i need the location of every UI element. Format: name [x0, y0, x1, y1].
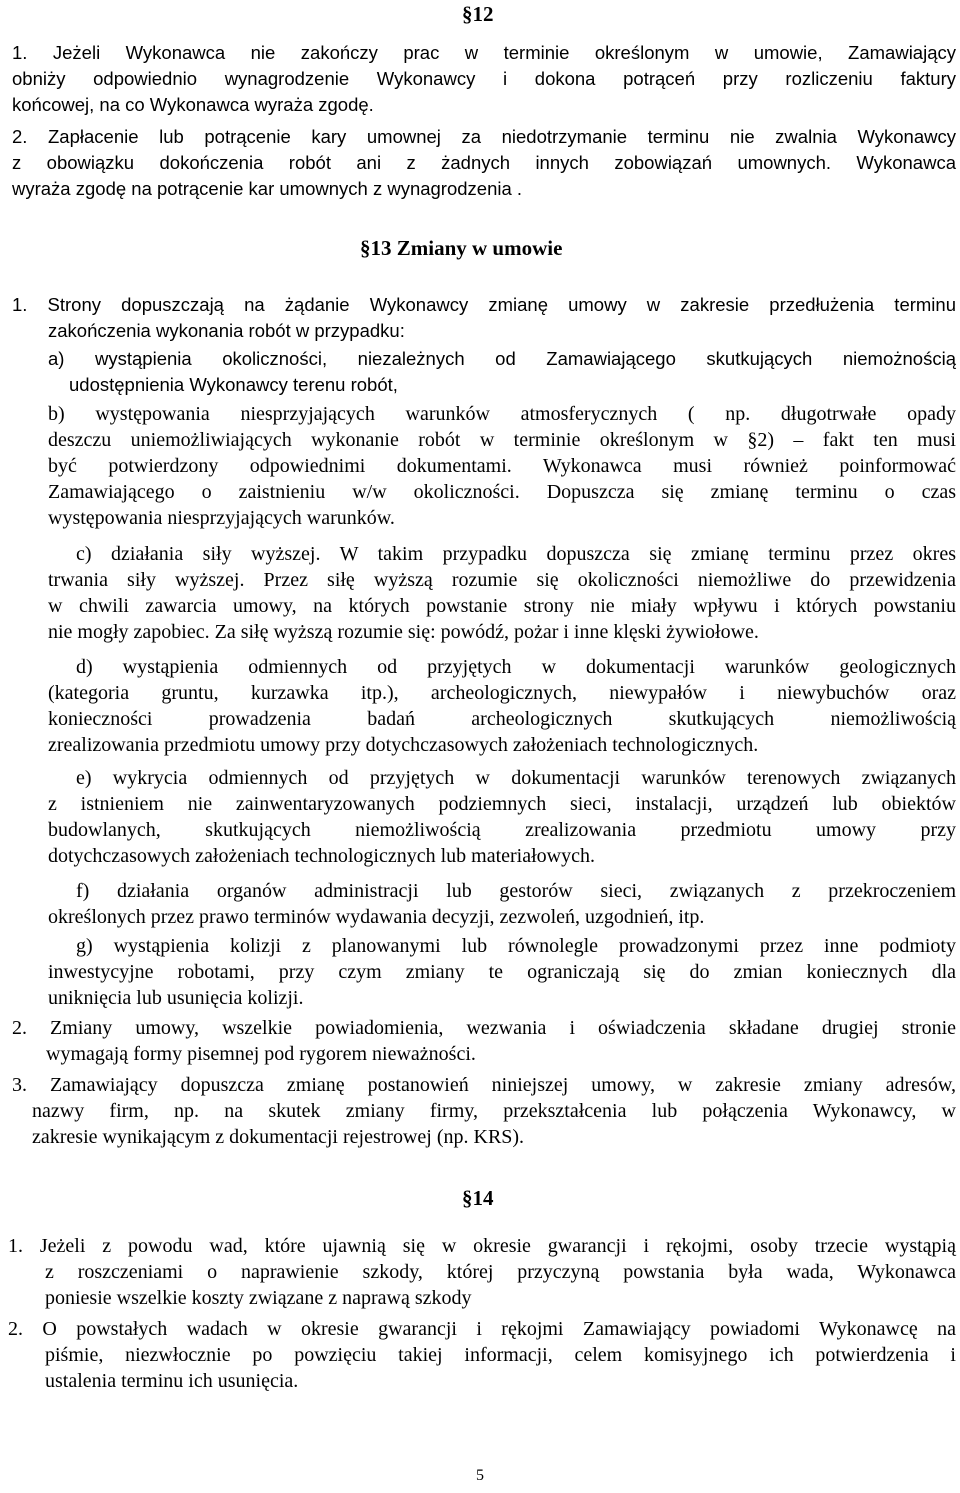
text-line: wymagają formy pisemnej pod rygorem nieważności. — [46, 1043, 476, 1065]
text-line: d) wystąpienia odmiennych od przyjętych w dokumentacji warunków geologicznych — [76, 656, 956, 678]
text-line: inwestycyjne robotami, przy czym zmiany te ograniczają się do zmian koniecznych dla — [48, 961, 956, 983]
list-item-f — [48, 878, 956, 930]
text-line: z obowiązku dokończenia robót ani z żadnych innych zobowiązań umownych. Wykonawca — [12, 152, 956, 173]
text-line: występowania niesprzyjających warunków. — [48, 507, 395, 529]
text-line: obniży odpowiednio wynagrodzenie Wykonawcy i dokona potrąceń przy rozliczeniu faktury — [12, 68, 956, 89]
section-13-paragraph-3 — [12, 1072, 956, 1150]
text-line: końcowej, na co Wykonawca wyraża zgodę. — [12, 94, 374, 115]
text-line: Zamawiającego o zaistnieniu w/w okoliczności. Dopuszcza się zmianę terminu o czas — [48, 481, 956, 503]
text-line: 1. Jeżeli z powodu wad, które ujawnią się w okresie gwarancji i rękojmi, osoby trzecie wystąpią — [8, 1235, 956, 1257]
section-13-paragraph-2 — [12, 1015, 956, 1067]
text-line: z istnieniem nie zainwentaryzowanych podziemnych sieci, instalacji, urządzeń lub obiektów — [48, 793, 956, 815]
text-line: uniknięcia lub usunięcia kolizji. — [48, 987, 304, 1009]
text-line: deszczu uniemożliwiających wykonanie robót w terminie określonym w §2) – fakt ten musi — [48, 429, 956, 451]
text-line: zakresie wynikającym z dokumentacji rejestrowej (np. KRS). — [32, 1126, 525, 1148]
section-14-heading: §14 — [462, 1186, 494, 1210]
section-13-paragraph-1 — [12, 292, 956, 344]
text-line: udostępnienia Wykonawcy terenu robót, — [69, 374, 398, 395]
section-13-heading: §13 Zmiany w umowie — [360, 236, 563, 260]
text-line: (kategoria gruntu, kurzawka itp.), archeologicznych, niewypałów i niewybuchów oraz — [48, 682, 956, 704]
text-line: dotychczasowych założeniach technologicznych lub materiałowych. — [48, 845, 595, 867]
section-14-paragraph-1 — [8, 1233, 956, 1311]
text-line: e) wykrycia odmiennych od przyjętych w dokumentacji warunków terenowych związanych — [76, 767, 956, 789]
text-line: być potwierdzony odpowiednimi dokumentami. Wykonawca musi również poinformować — [48, 455, 956, 477]
page-number: 5 — [476, 1467, 484, 1484]
text-line: 2. Zapłacenie lub potrącenie kary umownej za niedotrzymanie terminu nie zwalnia Wykonawcy — [12, 126, 956, 147]
text-line: f) działania organów administracji lub gestorów sieci, związanych z przekroczeniem — [76, 880, 956, 902]
text-line: poniesie wszelkie koszty związane z naprawą szkody — [45, 1287, 472, 1309]
list-item-c — [48, 541, 956, 645]
text-line: nazwy firm, np. na skutek zmiany firmy, przekształcenia lub połączenia Wykonawcy, w — [32, 1100, 956, 1122]
section-12-heading: §12 — [462, 2, 494, 26]
text-line: c) działania siły wyższej. W takim przypadku dopuszcza się zmianę terminu przez okres — [76, 543, 956, 565]
text-line: 3. Zamawiający dopuszcza zmianę postanowień niniejszej umowy, w zakresie zmiany adresów, — [12, 1074, 956, 1096]
text-line: 2. O powstałych wadach w okresie gwarancji i rękojmi Zamawiający powiadomi Wykonawcę na — [8, 1318, 956, 1340]
section-12-paragraph-2 — [12, 124, 956, 202]
text-line: trwania siły wyższej. Przez siłę wyższą rozumie się okoliczności niemożliwe do przewidzenia — [48, 569, 956, 591]
text-line: b) występowania niesprzyjających warunków atmosferycznych ( np. długotrwałe opady — [48, 403, 956, 425]
text-line: 1. Strony dopuszczają na żądanie Wykonawcy zmianę umowy w zakresie przedłużenia terminu — [12, 294, 956, 315]
text-line: 1. Jeżeli Wykonawca nie zakończy prac w terminie określonym w umowie, Zamawiający — [12, 42, 956, 63]
text-line: konieczności prowadzenia badań archeologicznych skutkujących niemożliwością — [48, 708, 956, 730]
text-line: wyraża zgodę na potrącenie kar umownych z wynagrodzenia . — [12, 178, 523, 199]
list-item-d — [48, 654, 956, 758]
text-line: 2. Zmiany umowy, wszelkie powiadomienia, wezwania i oświadczenia składane drugiej stronie — [12, 1017, 956, 1039]
section-14-paragraph-2 — [8, 1316, 956, 1394]
text-line: budowlanych, skutkujących niemożliwością zrealizowania przedmiotu umowy przy — [48, 819, 956, 841]
text-line: piśmie, niezwłocznie po powzięciu takiej informacji, celem komisyjnego ich potwierdzenia i — [45, 1344, 956, 1366]
text-line: ustalenia terminu ich usunięcia. — [45, 1370, 299, 1392]
list-item-g — [48, 933, 956, 1011]
list-item-b — [48, 401, 956, 427]
list-item-e — [48, 765, 956, 869]
text-line: nie mogły zapobiec. Za siłę wyższą rozumie się: powódź, pożar i inne klęski żywiołowe. — [48, 621, 759, 643]
list-item-a — [48, 346, 956, 398]
section-12-paragraph-1 — [12, 40, 956, 118]
text-line: g) wystąpienia kolizji z planowanymi lub równolegle prowadzonymi przez inne podmioty — [76, 935, 956, 957]
text-line: określonych przez prawo terminów wydawania decyzji, zezwoleń, uzgodnień, itp. — [48, 906, 705, 928]
text-line: zrealizowania przedmiotu umowy przy dotychczasowych założeniach technologicznych. — [48, 734, 759, 756]
text-line: w chwili zawarcia umowy, na których powstanie strony nie miały wpływu i których powstaniu — [48, 595, 956, 617]
text-line: a) wystąpienia okoliczności, niezależnych od Zamawiającego skutkujących niemożnością — [48, 348, 956, 369]
list-item-b-continued — [48, 427, 956, 531]
text-line: z roszczeniami o naprawienie szkody, której przyczyną powstania była wada, Wykonawca — [45, 1261, 956, 1283]
text-line: zakończenia wykonania robót w przypadku: — [48, 320, 405, 341]
